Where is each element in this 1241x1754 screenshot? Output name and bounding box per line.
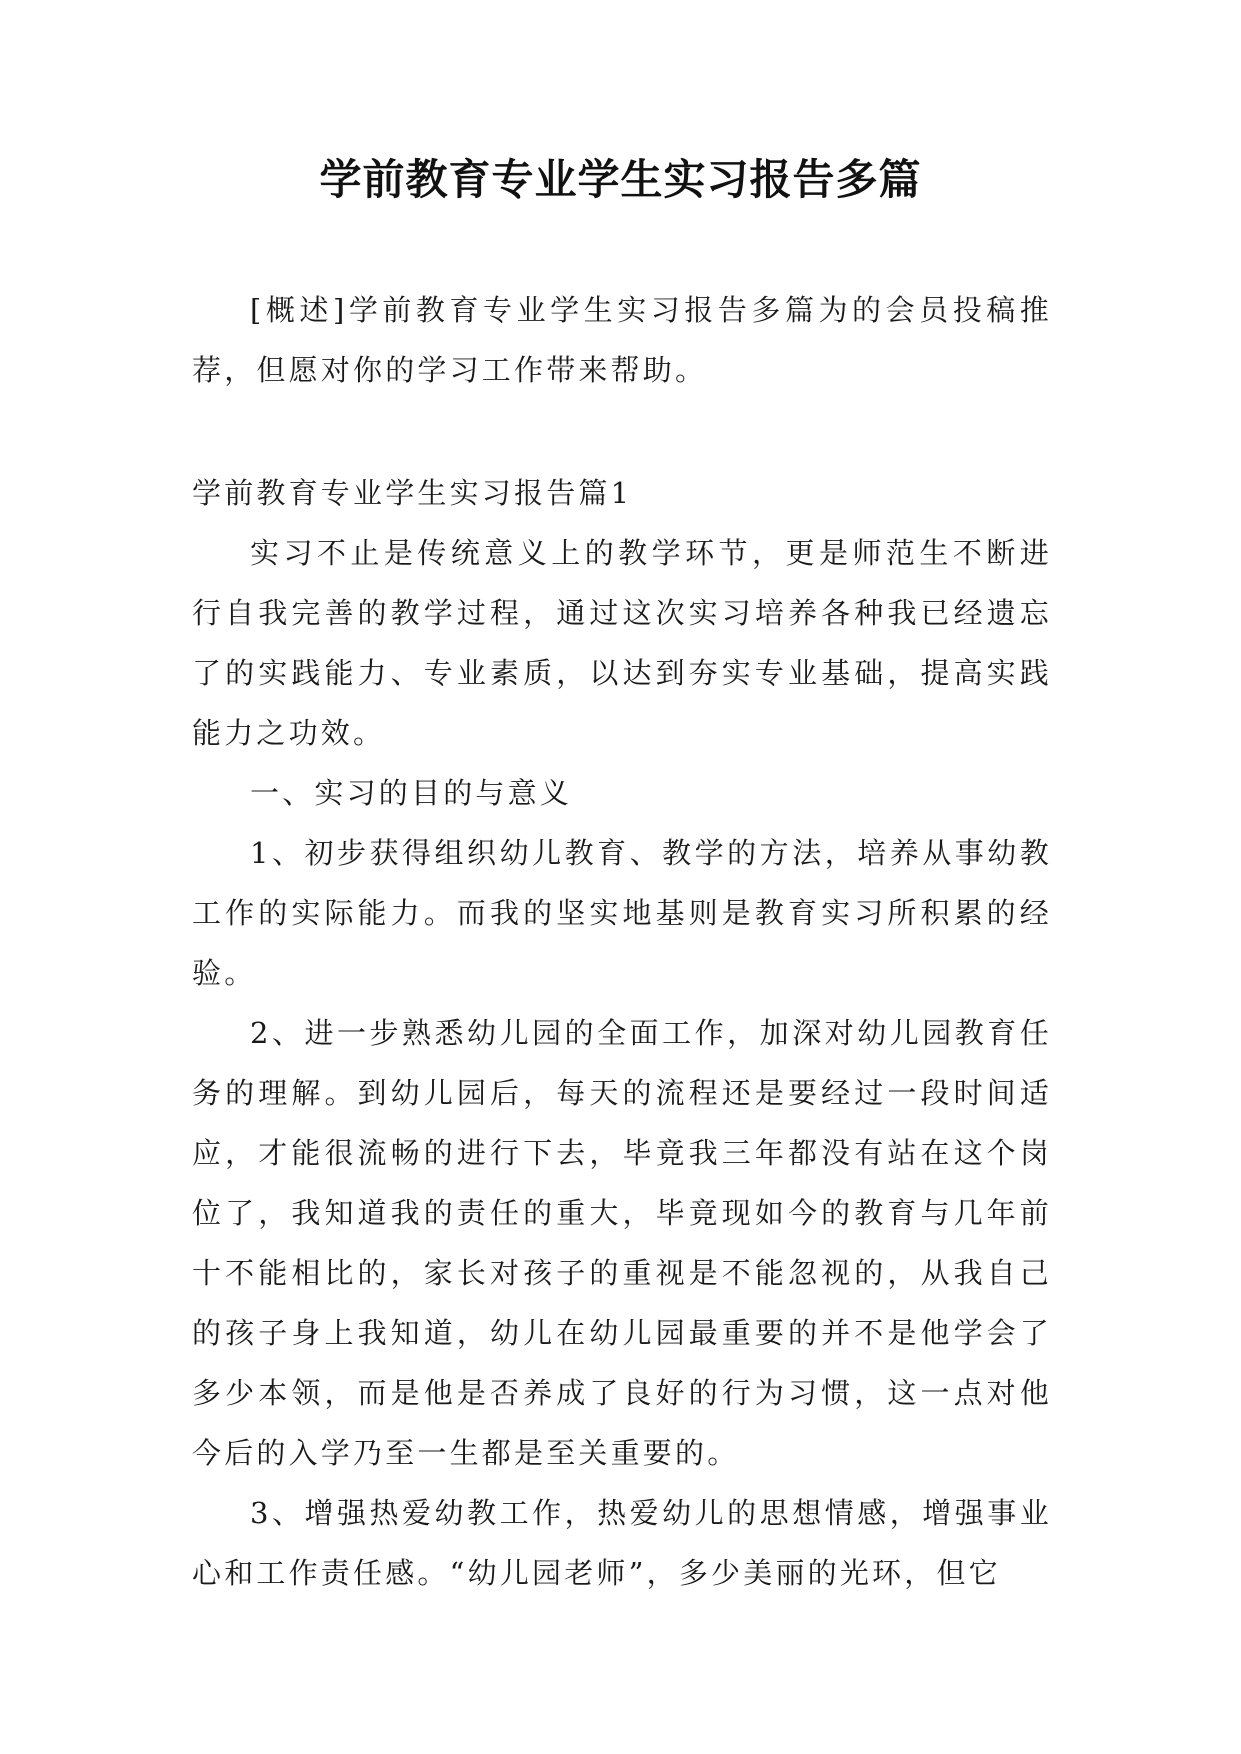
section-block <box>192 463 1052 1603</box>
body-paragraph: 实习不止是传统意义上的教学环节，更是师范生不断进行自我完善的教学过程，通过这次实习培养各种我已经遗忘了的实践能力、专业素质，以达到夯实专业基础，提高实践能力之功效。 <box>192 536 1052 750</box>
section-heading: 学前教育专业学生实习报告篇1 <box>192 476 633 510</box>
body-paragraph: 3、增强热爱幼教工作，热爱幼儿的思想情感，增强事业心和工作责任感。“幼儿园老师”，多少美丽的光环，但它 <box>192 1496 1052 1590</box>
subsection-heading: 一、实习的目的与意义 <box>250 776 573 810</box>
document-title: 学前教育专业学生实习报告多篇 <box>319 155 922 204</box>
body-paragraph: 1、初步获得组织幼儿教育、教学的方法，培养从事幼教工作的实际能力。而我的坚实地基则是教育实习所积累的经验。 <box>192 836 1052 990</box>
body-paragraph: 2、进一步熟悉幼儿园的全面工作，加深对幼儿园教育任务的理解。到幼儿园后，每天的流程还是要经过一段时间适应，才能很流畅的进行下去，毕竟我三年都没有站在这个岗位了，我知道我的责任的重大，毕竟现如今的教育与几年前十不能相比的，家长对孩子的重视是不能忽视的，从我自己的孩子身上我知道，幼儿在幼儿园最重要的并不是他学会了多少本领，而是他是否养成了良好的行为习惯，这一点对他今后的入学乃至一生都是至关重要的。 <box>192 1016 1052 1470</box>
summary-paragraph: [概述]学前教育专业学生实习报告多篇为的会员投稿推荐，但愿对你的学习工作带来帮助。 <box>192 293 1052 387</box>
summary-block <box>192 280 1052 400</box>
